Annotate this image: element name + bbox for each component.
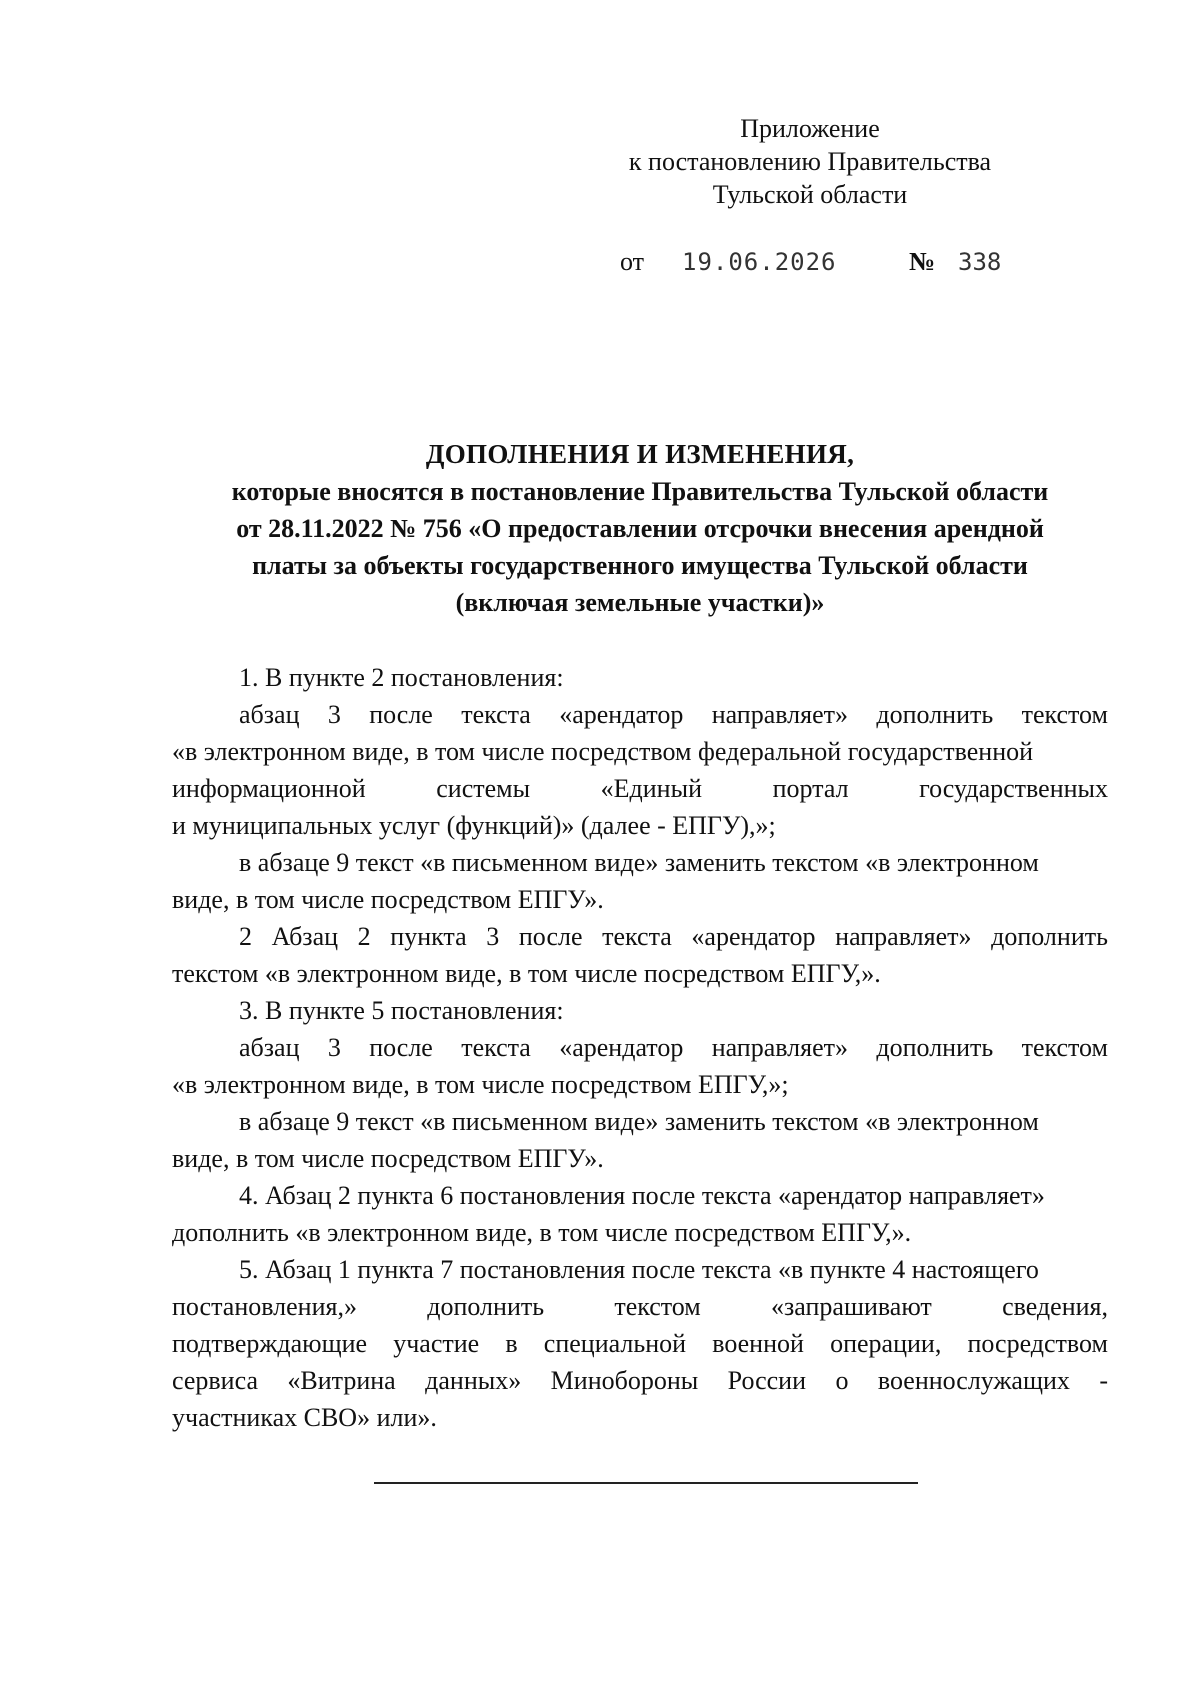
word: России — [727, 1366, 807, 1395]
word: «Витрина — [287, 1366, 396, 1395]
paragraph-2-line-2: «в электронном виде, в том числе посредством федеральной государственной — [172, 737, 1034, 766]
word: дополнить — [427, 1292, 545, 1321]
word: «арендатор — [691, 922, 816, 951]
appendix-line-3: Тульской области — [712, 180, 908, 209]
document-body — [172, 659, 1108, 1436]
word: специальной — [543, 1329, 687, 1358]
paragraph-9-line-1: 5. Абзац 1 пункта 7 постановления после текста «в пункте 4 настоящего — [239, 1255, 1039, 1284]
title-line-1: которые вносятся в постановление Правительства Тульской области — [231, 477, 1049, 506]
paragraph-7-line-1: в абзаце 9 текст «в письменном виде» заменить текстом «в электронном — [239, 1107, 1039, 1136]
end-separator-line — [374, 1482, 918, 1484]
word: информационной — [172, 774, 366, 803]
word: 3 — [327, 1033, 341, 1062]
paragraph-9-line-2 — [172, 1288, 1108, 1325]
word: государственных — [919, 774, 1108, 803]
paragraph-5: 3. В пункте 5 постановления: — [239, 996, 564, 1025]
word: - — [1099, 1366, 1108, 1395]
word: портал — [772, 774, 849, 803]
word: текстом — [1021, 700, 1108, 729]
word: «арендатор — [559, 700, 684, 729]
word: участие — [393, 1329, 480, 1358]
paragraph-3-line-2: виде, в том числе посредством ЕПГУ». — [172, 885, 604, 914]
number-label: № — [909, 247, 936, 276]
word: постановления,» — [172, 1292, 357, 1321]
word: Абзац — [271, 922, 339, 951]
word: текста — [602, 922, 672, 951]
word: направляет» — [711, 700, 849, 729]
word: дополнить — [876, 700, 994, 729]
title-line-3: платы за объекты государственного имущества Тульской области — [252, 551, 1028, 580]
word: «Единый — [600, 774, 702, 803]
word: после — [369, 700, 433, 729]
paragraph-8-line-1: 4. Абзац 2 пункта 6 постановления после текста «арендатор направляет» — [239, 1181, 1045, 1210]
appendix-header — [600, 112, 1020, 211]
document-number: 338 — [958, 248, 1002, 276]
word: сервиса — [172, 1366, 258, 1395]
paragraph-3-line-1: в абзаце 9 текст «в письменном виде» заменить текстом «в электронном — [239, 848, 1039, 877]
word: направляет» — [711, 1033, 849, 1062]
paragraph-2-line-3 — [172, 770, 1108, 807]
word: дополнить — [876, 1033, 994, 1062]
title-line-4: (включая земельные участки)» — [455, 588, 825, 617]
word: военной — [712, 1329, 804, 1358]
word: сведения, — [1002, 1292, 1108, 1321]
title-line-2: от 28.11.2022 № 756 «О предоставлении отсрочки внесения арендной — [236, 514, 1044, 543]
word: дополнить — [991, 922, 1108, 951]
paragraph-7-line-2: виде, в том числе посредством ЕПГУ». — [172, 1144, 604, 1173]
word: пункта — [390, 922, 467, 951]
document-date: 19.06.2026 — [682, 248, 837, 276]
word: 2 — [239, 922, 252, 951]
word: системы — [436, 774, 531, 803]
date-label: от — [620, 247, 645, 276]
word: после — [369, 1033, 433, 1062]
word: 3 — [486, 922, 500, 951]
word: абзац — [239, 700, 300, 729]
word: текстом — [1021, 1033, 1108, 1062]
title-main: ДОПОЛНЕНИЯ И ИЗМЕНЕНИЯ, — [425, 439, 855, 469]
word: текста — [461, 1033, 531, 1062]
word: подтверждающие — [172, 1329, 368, 1358]
appendix-line-2: к постановлению Правительства — [628, 147, 992, 176]
appendix-line-1: Приложение — [740, 114, 880, 143]
word: 3 — [327, 700, 341, 729]
paragraph-9-line-3 — [172, 1325, 1108, 1362]
paragraph-4-line-2: текстом «в электронном виде, в том числе посредством ЕПГУ,». — [172, 959, 881, 988]
word: направляет» — [835, 922, 972, 951]
word: текста — [461, 700, 531, 729]
paragraph-9-line-4 — [172, 1362, 1108, 1399]
paragraph-2-line-4: и муниципальных услуг (функций)» (далее - ЕПГУ),»; — [172, 811, 776, 840]
word: данных» — [425, 1366, 522, 1395]
word: военнослужащих — [877, 1366, 1070, 1395]
paragraph-6-line-2: «в электронном виде, в том числе посредством ЕПГУ,»; — [172, 1070, 789, 1099]
word: Минобороны — [550, 1366, 699, 1395]
word: в — [505, 1329, 518, 1358]
document-title — [120, 436, 1160, 621]
word: текстом — [614, 1292, 701, 1321]
word: операции, — [830, 1329, 942, 1358]
paragraph-4-line-1 — [172, 918, 1108, 955]
word: «арендатор — [559, 1033, 684, 1062]
word: абзац — [239, 1033, 300, 1062]
paragraph-2-line-1 — [172, 696, 1108, 733]
paragraph-6-line-1 — [172, 1029, 1108, 1066]
word: посредством — [967, 1329, 1108, 1358]
word: «запрашивают — [771, 1292, 932, 1321]
paragraph-9-line-5: участниках СВО» или». — [172, 1403, 437, 1432]
word: после — [518, 922, 583, 951]
word: о — [835, 1366, 849, 1395]
word: 2 — [357, 922, 371, 951]
paragraph-8-line-2: дополнить «в электронном виде, в том числе посредством ЕПГУ,». — [172, 1218, 912, 1247]
paragraph-1: 1. В пункте 2 постановления: — [239, 663, 564, 692]
